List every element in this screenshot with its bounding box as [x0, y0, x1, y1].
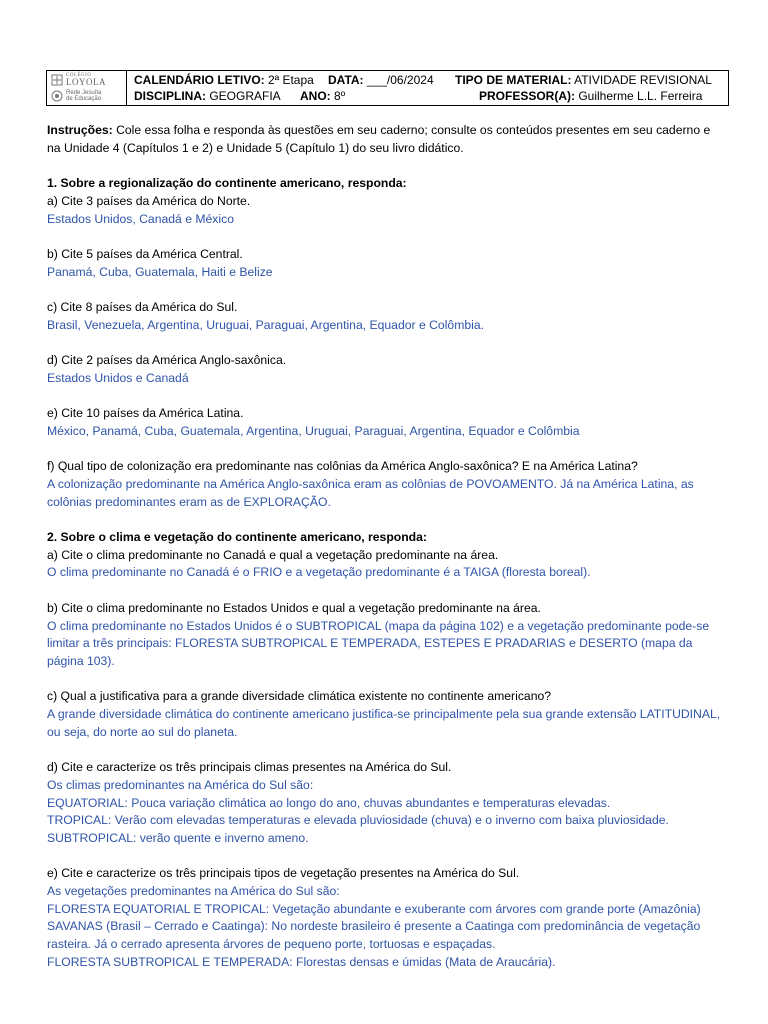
q1b-answer: Panamá, Cuba, Guatemala, Haiti e Belize — [47, 264, 273, 279]
q1c-answer: Brasil, Venezuela, Argentina, Uruguai, Paraguai, Argentina, Equador e Colômbia. — [47, 317, 484, 332]
q2d-answer-equatorial: EQUATORIAL: Pouca variação climática ao longo do ano, chuvas abundantes e temperaturas elevadas. — [47, 795, 611, 810]
q1e-question: e) Cite 10 países da América Latina. — [47, 406, 244, 421]
logo-network-line1: Rede Jesuíta — [66, 89, 102, 96]
q2e-answer-floresta-equatorial: FLORESTA EQUATORIAL E TROPICAL: Vegetação abundante e exuberante com árvores com grande porte (Amazônia) — [47, 901, 701, 916]
school-logo — [47, 71, 127, 105]
instructions-text: Cole essa folha e responda às questões em seu caderno; consulte os conteúdos presentes em seu caderno e na Unidade 4 (Capítulos 1 e 2) e Unidade 5 (Capítulo 1) do seu livro didático. — [47, 123, 711, 155]
q2b-answer: O clima predominante no Estados Unidos é o SUBTROPICAL (mapa da página 102) e a vegetação predominante pode-se limitar a três principais: FLORESTA SUBTROPICAL E TEMPERADA, ESTEPES E PRADARIAS e DESERTO (mapa da página 103). — [47, 618, 710, 668]
q2a-question: a) Cite o clima predominante no Canadá e qual a vegetação predominante na área. — [47, 547, 499, 562]
data-value: ___/06/2024 — [366, 73, 434, 87]
q2e-answer-savanas: SAVANAS (Brasil – Cerrado e Caatinga): No nordeste brasileiro é presente a Caatinga com predominância de vegetação rasteira. Já o cerrado apresenta árvores de pequeno porte, tortuosas e espaçadas. — [47, 919, 701, 952]
header-table — [46, 70, 729, 106]
header-info — [127, 71, 728, 105]
ano-value: 8º — [334, 89, 346, 103]
q1f-question: f) Qual tipo de colonização era predominante nas colônias da América Anglo-saxônica? E na América Latina? — [47, 459, 638, 474]
jesuit-network-icon — [51, 90, 63, 102]
q1b-question: b) Cite 5 países da América Central. — [47, 246, 243, 261]
q2e-answer-floresta-subtropical: FLORESTA SUBTROPICAL E TEMPERADA: Florestas densas e úmidas (Mata de Araucária). — [47, 954, 556, 969]
professor-value: Guilherme L.L. Ferreira — [578, 89, 703, 103]
calendario-label: CALENDÁRIO LETIVO: — [134, 73, 265, 87]
tipo-material-value: ATIVIDADE REVISIONAL — [574, 73, 712, 87]
logo-name: LOYOLA — [66, 77, 106, 87]
q2e-question: e) Cite e caracterize os três principais tipos de vegetação presentes na América do Sul. — [47, 866, 520, 881]
disciplina-value: GEOGRAFIA — [209, 89, 281, 103]
q2c-answer: A grande diversidade climática do continente americano justifica-se principalmente pela sua grande extensão LATITUDINAL, ou seja, do norte ao sul do planeta. — [47, 707, 721, 739]
q1d-question: d) Cite 2 países da América Anglo-saxônica. — [47, 353, 287, 368]
q2c-question: c) Qual a justificativa para a grande diversidade climática existente no continente americano? — [47, 689, 552, 704]
q2d-answer-subtropical: SUBTROPICAL: verão quente e inverno ameno. — [47, 830, 309, 845]
q1c-question: c) Cite 8 países da América do Sul. — [47, 299, 238, 314]
data-label: DATA: — [328, 73, 364, 87]
q1-title: 1. Sobre a regionalização do continente americano, responda: — [47, 176, 407, 191]
calendario-value: 2ª Etapa — [268, 73, 314, 87]
worksheet-content — [47, 122, 727, 972]
logo-network-line2: de Educação — [66, 96, 102, 102]
tipo-material-label: TIPO DE MATERIAL: — [455, 73, 572, 87]
logo-small-text: COLÉGIO — [66, 73, 92, 78]
q2-title: 2. Sobre o clima e vegetação do continente americano, responda: — [47, 530, 427, 545]
q1a-question: a) Cite 3 países da América do Norte. — [47, 193, 251, 208]
q1d-answer: Estados Unidos e Canadá — [47, 370, 189, 385]
q2d-question: d) Cite e caracterize os três principais climas presentes na América do Sul. — [47, 760, 452, 775]
loyola-crest-icon — [51, 74, 63, 86]
instructions-label: Instruções: — [47, 123, 113, 137]
professor-label: PROFESSOR(A): — [479, 89, 575, 103]
q1a-answer: Estados Unidos, Canadá e México — [47, 211, 234, 226]
q2b-question: b) Cite o clima predominante no Estados Unidos e qual a vegetação predominante na área. — [47, 600, 541, 615]
q2d-answer-intro: Os climas predominantes na América do Sul são: — [47, 777, 314, 792]
q2a-answer: O clima predominante no Canadá é o FRIO e a vegetação predominante é a TAIGA (floresta boreal). — [47, 565, 591, 580]
instructions — [47, 122, 727, 157]
q2e-answer-intro: As vegetações predominantes na América do Sul são: — [47, 884, 340, 899]
ano-label: ANO: — [300, 89, 331, 103]
disciplina-label: DISCIPLINA: — [134, 89, 206, 103]
q1f-answer: A colonização predominante na América Anglo-saxônica eram as colônias de POVOAMENTO. Já na América Latina, as colônias predominantes eram as de EXPLORAÇÃO. — [47, 476, 694, 509]
q1e-answer: México, Panamá, Cuba, Guatemala, Argentina, Uruguai, Paraguai, Argentina, Equador e Colômbia — [47, 423, 580, 438]
q2d-answer-tropical: TROPICAL: Verão com elevadas temperaturas e elevada pluviosidade (chuva) e o inverno com baixa pluviosidade. — [47, 813, 669, 828]
